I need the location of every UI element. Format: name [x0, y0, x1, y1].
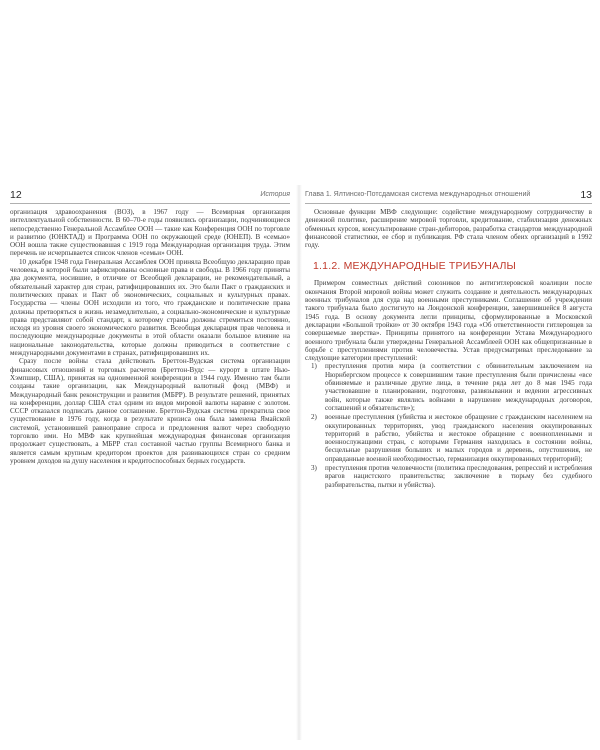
list-item-text: преступления против мира (в соответствии с обвинительным заключением на Нюрнбергском процессе к совершившим такие преступления были причислены «все обвиняемые и различные другие лица, в течение ряда лет до 8 мая 1945 года участвовавшие в планировании, подготовке, развязывании и ведении агрессивных войн, которые также являлись войнами в нарушение международных договоров, соглашений и обязательств»);	[325, 362, 592, 412]
left-page-header	[10, 190, 290, 204]
list-marker: 3)	[311, 464, 317, 473]
crime-categories-list	[305, 362, 592, 488]
section-heading: 1.1.2. МЕЖДУНАРОДНЫЕ ТРИБУНАЛЫ	[313, 260, 517, 273]
paragraph: Основные функции МВФ следующие: содействие международному сотрудничеству в денежной политике, расширение мировой торговли, кредитование, стабилизация денежных обменных курсов, консультирование стран-дебиторов, разработка стандартов международной финансовой статистики, ее сбор и публикация. РФ стала членом обеих организаций в 1992 году.	[305, 208, 592, 250]
list-item	[305, 413, 592, 463]
list-item	[305, 362, 592, 412]
left-page-body	[10, 204, 290, 465]
left-page	[10, 190, 290, 465]
paragraph: Примером совместных действий союзников по антигитлеровской коалиции после окончания Второй мировой войны может служить создание и деятельность международных военных трибуналов для суда над военными преступниками. Соглашение об учреждении такого трибунала было достигнуто на Лондонской конференции, завершившейся 8 августа 1945 года. В основу документа легли принципы, сформулированные в Московской декларации «Большой тройки» от 30 октября 1943 года «Об ответственности гитлеровцев за совершаемые зверства». Принципы принятого на конференции Устава Международного военного трибунала были утверждены Генеральной Ассамблеей ООН как общепризнанные в борьбе с преступлениями против человечества. Устав предусматривал преследование за следующие категории преступлений:	[305, 279, 592, 363]
page-number: 13	[580, 189, 592, 201]
page-number: 12	[10, 189, 22, 201]
paragraph: организация здравоохранения (ВОЗ), в 1967 году — Всемирная организация интеллектуальной собственности. В 60–70-е годы появились организации, подчиняющиеся непосредственно Генеральной Ассамблее ООН — такие как Конференция ООН по торговле и развитию (ЮНКТАД) и Программа ООН по окружающей среде (ЮНЕП). В «семью» ООН вошла также существовавшая с 1919 года Международная организация труда. Этим перечень не исчерпывается список членов «семьи» ООН.	[10, 208, 290, 258]
list-item-text: преступления против человечности (политика преследования, репрессий и истребления врагов нацистского правительства; заключение в тюрьму без судебного разбирательства, пытки и убийства).	[325, 464, 592, 489]
paragraph: 10 декабря 1948 года Генеральная Ассамблея ООН приняла Всеобщую декларацию прав человека, в которой были зафиксированы основные права и свободы. В 1966 году приняты два документа, носившие, в отличие от Всеобщей декларации, не рекомендательный, а обязательный характер для стран, ратифицировавших их. Это были Пакт о гражданских и политических правах и Пакт об экономических, социальных и культурных правах. Государства — члены ООН исходили из того, что гражданские и политические права должны претворяться в жизнь незамедлительно, а социально-экономические и культурные права представляют собой стандарт, к которому страны должны стремиться постоянно, исходя из уровня своего экономического развития. Всеобщая декларация прав человека и последующие международные документы в этой области оказали большое влияние на национальные законодательства, которые должны приводиться в соответствие с международными документами в странах, ратифицировавших их.	[10, 257, 290, 358]
running-header: История	[260, 191, 290, 198]
right-page-header	[305, 190, 592, 204]
paragraph: Сразу после войны стала действовать Бреттон-Вудская система организации финансовых отношений и торговых расчетов (Бреттон-Вудс — курорт в штате Нью-Хэмпшир, США), принятая на одноименной конференции в 1944 году. Именно там были созданы такие организации, как Международный валютный фонд (МВФ) и Международный банк реконструкции и развития (МБРР). В результате решений, принятых на конференции, доллар США стал одним из видов мировой валюты наравне с золотом. СССР отказался подписать данное соглашение. Бреттон-Вудская система прекратила свое существование в 1976 году, когда в результате кризиса она была заменена Ямайской системой, установившей равноправие спроса и предложения валют через свободную торговлю ими. Но МВФ как крупнейшая международная финансовая организация продолжает существовать, а МБРР стал составной частью группы Всемирного банка и является самым крупным кредитором проектов для развивающихся стран со средним уровнем доходов на душу населения и кредитоспособных бедных государств.	[10, 357, 290, 465]
right-page	[305, 190, 592, 490]
page-gutter	[296, 185, 302, 740]
list-item	[305, 464, 592, 489]
list-marker: 1)	[311, 362, 317, 371]
running-header: Глава 1. Ялтинско-Потсдамская система международных отношений	[305, 191, 531, 198]
list-item-text: военные преступления (убийства и жестокое обращение с гражданским населением на оккупированных территориях, увод гражданского населения оккупированных территорий в рабство, убийства и жестокое обращение с военнопленными и военнослужащими стран, с которыми Германия находилась в состоянии войны, бесцельные разрушения больших и малых городов и деревень, опустошения, не оправданные военной необходимостью, германизация оккупированных территорий);	[325, 413, 592, 463]
list-marker: 2)	[311, 413, 317, 422]
right-page-body	[305, 204, 592, 489]
